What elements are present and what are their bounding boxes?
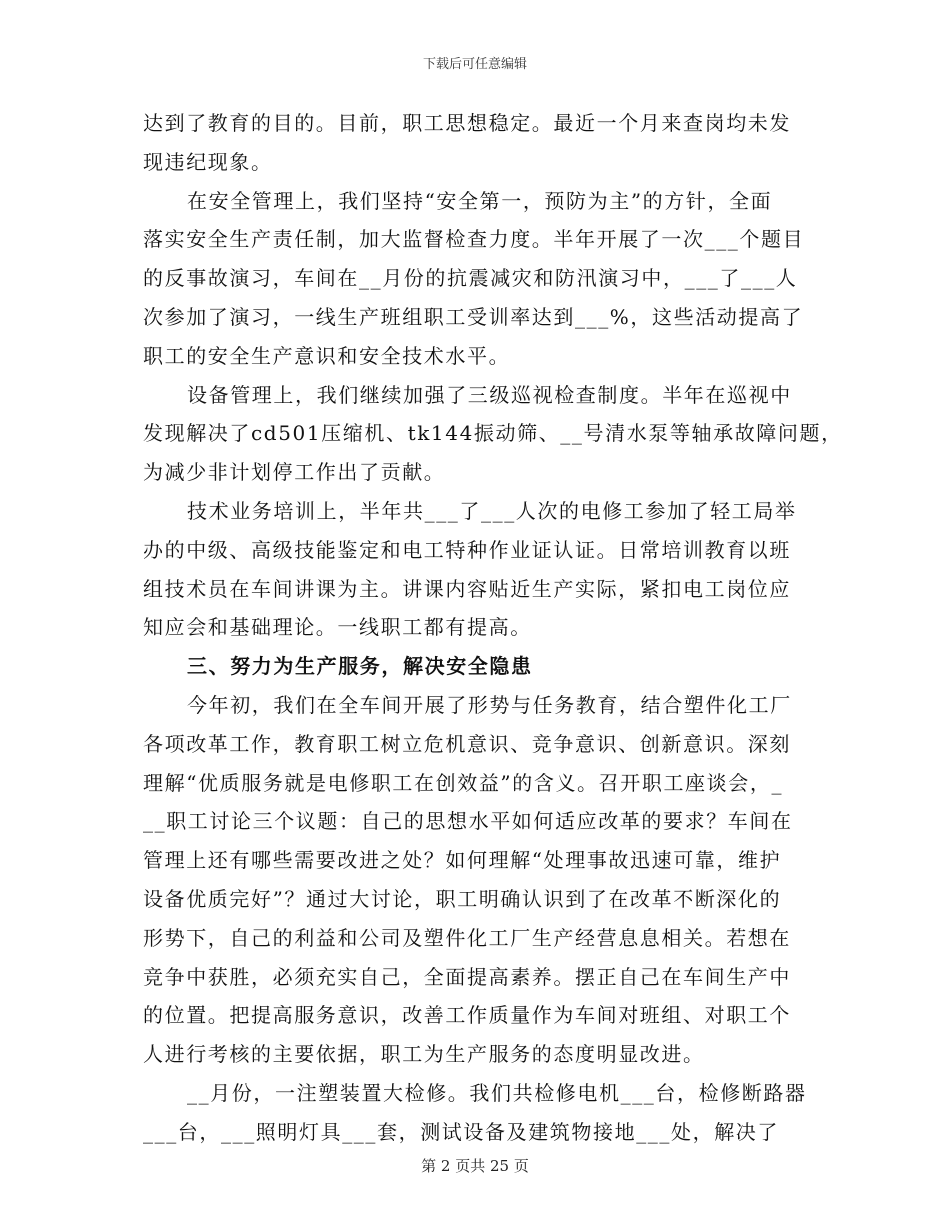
text-line: 组技术员在车间讲课为主。讲课内容贴近生产实际，紧扣电工岗位应	[143, 576, 791, 601]
text-line: 人进行考核的主要依据，职工为生产服务的态度明显改进。	[143, 1042, 705, 1067]
paragraph-start-line: 今年初，我们在全车间开展了形势与任务教育，结合塑件化工厂	[187, 692, 792, 717]
section-heading: 三、努力为生产服务，解决安全隐患	[187, 654, 533, 679]
text-line: 各项改革工作，教育职工树立危机意识、竞争意识、创新意识。深刻	[143, 731, 791, 756]
page-number: 第 2 页共 25 页	[421, 1157, 529, 1175]
text-line: 设备优质完好”？通过大讨论，职工明确认识到了在改革不断深化的	[143, 886, 782, 911]
text-line: 职工的安全生产意识和安全技术水平。	[143, 343, 511, 368]
text-line: 办的中级、高级技能鉴定和电工特种作业证认证。日常培训教育以班	[143, 537, 791, 562]
text-line: 竞争中获胜，必须充实自己，全面提高素养。摆正自己在车间生产中	[143, 964, 791, 989]
text-line: 达到了教育的目的。目前，职工思想稳定。最近一个月来查岗均未发	[143, 111, 791, 135]
page-header: 下载后可任意编辑	[422, 57, 527, 72]
text-line: ___台，___照明灯具___套，测试设备及建筑物接地___处，解决了	[143, 1119, 779, 1144]
paragraph-start-line: __月份，一注塑装置大检修。我们共检修电机___台，检修断路器	[187, 1080, 807, 1105]
text-line: 现违纪现象。	[143, 149, 273, 174]
text-line: __职工讨论三个议题：自己的思想水平如何适应改革的要求？车间在	[143, 809, 793, 834]
text-line: 管理上还有哪些需要改进之处？如何理解“处理事故迅速可靠，维护	[143, 848, 782, 873]
paragraph-start-line: 设备管理上，我们继续加强了三级巡视检查制度。半年在巡视中	[187, 382, 792, 407]
paragraph-start-line: 技术业务培训上，半年共___了___人次的电修工参加了轻工局举	[187, 498, 797, 523]
text-line: 形势下，自己的利益和公司及塑件化工厂生产经营息息相关。若想在	[143, 925, 791, 950]
text-line: 落实安全生产责任制，加大监督检查力度。半年开展了一次___个题目	[143, 227, 805, 252]
text-line: 发现解决了cd501压缩机、tk144振动筛、__号清水泵等轴承故障问题，	[143, 421, 843, 446]
text-line: 的反事故演习，车间在__月份的抗震减灾和防汛演习中，___了___人	[143, 266, 798, 291]
paragraph-start-line: 在安全管理上，我们坚持“安全第一，预防为主”的方针，全面	[187, 188, 773, 213]
text-line: 的位置。把提高服务意识，改善工作质量作为车间对班组、对职工个	[143, 1003, 791, 1028]
text-line: 次参加了演习，一线生产班组职工受训率达到___%，这些活动提高了	[143, 304, 804, 329]
text-line: 理解“优质服务就是电修职工在创效益”的含义。召开职工座谈会，_	[143, 770, 784, 795]
text-line: 知应会和基础理论。一线职工都有提高。	[143, 615, 532, 640]
text-line: 为减少非计划停工作出了贡献。	[143, 460, 446, 485]
document-body	[143, 104, 843, 1152]
